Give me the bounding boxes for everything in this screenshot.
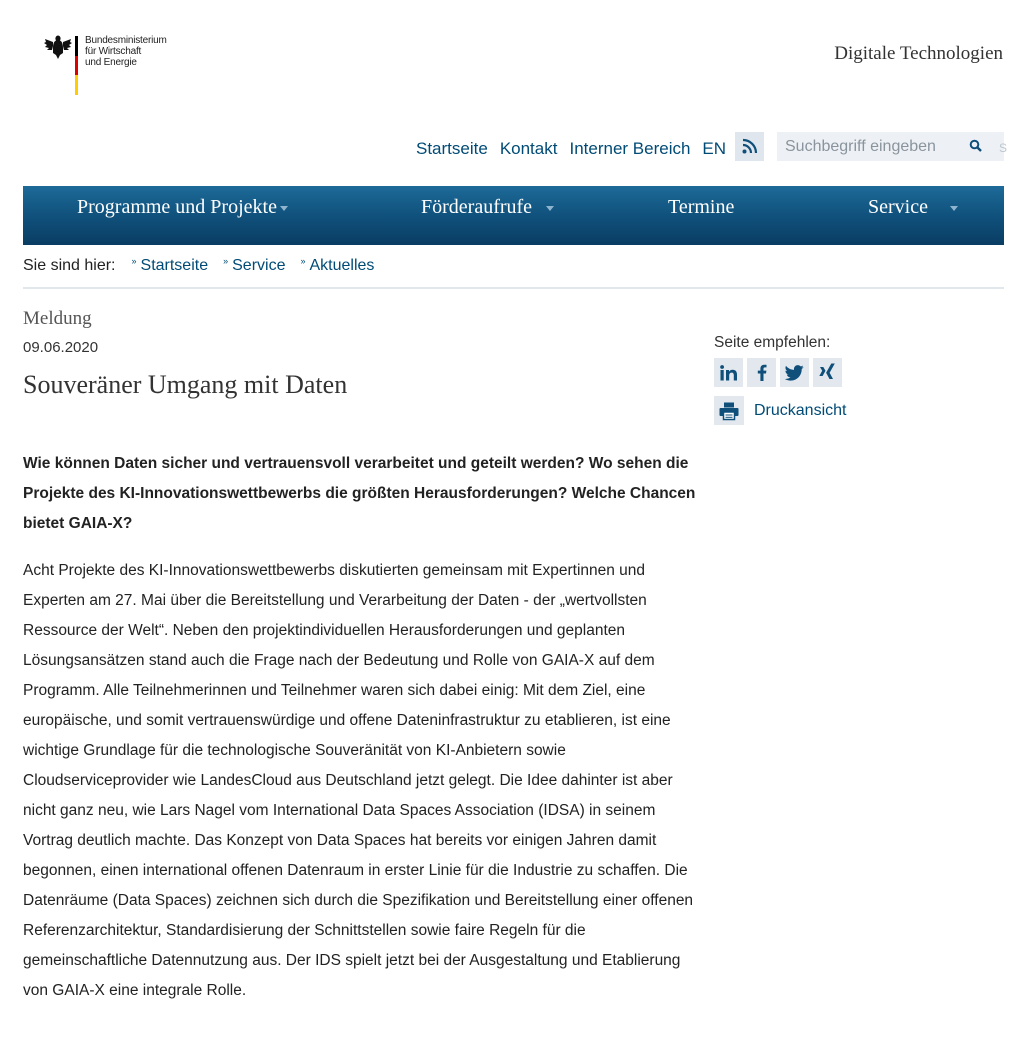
nav-label: Förderaufrufe — [421, 196, 533, 218]
nav-label: Service — [868, 196, 928, 218]
chevron-down-icon — [546, 206, 554, 211]
breadcrumb — [23, 257, 389, 275]
divider — [23, 287, 1004, 289]
print-label[interactable]: Druckansicht — [754, 401, 847, 419]
logo-line-1: Bundesministerium — [85, 35, 167, 46]
chevron-right-icon: » — [223, 256, 229, 266]
chevron-down-icon — [950, 206, 958, 211]
breadcrumb-link[interactable]: Startseite — [140, 257, 209, 274]
breadcrumb-label: Sie sind hier: — [23, 257, 116, 274]
rss-button[interactable] — [735, 132, 764, 161]
nav-item-termine[interactable] — [668, 196, 734, 219]
facebook-icon — [757, 364, 767, 381]
share-label: Seite empfehlen: — [714, 334, 831, 351]
nav-item-service[interactable] — [868, 196, 958, 219]
article-type: Meldung — [23, 308, 92, 329]
chevron-down-icon — [280, 206, 288, 211]
logo-text — [85, 35, 167, 68]
breadcrumb-link[interactable]: Aktuelles — [309, 257, 375, 274]
linkedin-icon — [720, 365, 738, 381]
nav-label: Termine — [668, 196, 735, 218]
article-date: 09.06.2020 — [23, 339, 99, 356]
flag-stripe — [75, 36, 78, 95]
xing-icon — [819, 363, 836, 382]
nav-item-programme[interactable] — [77, 196, 288, 219]
ministry-logo[interactable] — [44, 34, 184, 98]
print-view-link[interactable] — [714, 396, 846, 425]
meta-link-interner-bereich[interactable]: Interner Bereich — [569, 139, 691, 158]
search-icon — [969, 139, 983, 153]
share-twitter-button[interactable] — [780, 358, 809, 387]
site-title[interactable]: Digitale Technologien — [834, 43, 1003, 64]
share-xing-button[interactable] — [813, 358, 842, 387]
federal-eagle-icon — [44, 34, 72, 60]
nav-label: Programme und Projekte — [77, 196, 277, 218]
chevron-right-icon: » — [131, 256, 137, 266]
article-lead: Wie können Daten sicher und vertrauensvoll verarbeitet und geteilt werden? Wo sehen die Projekte des KI-Innovationswettbewerbs die größten Herausforderungen? Welche Chancen bietet GAIA-X? — [23, 455, 696, 532]
meta-nav — [416, 139, 738, 159]
nav-item-foerderaufrufe[interactable] — [421, 196, 554, 219]
article-body: Acht Projekte des KI-Innovationswettbewerbs diskutierten gemeinsam mit Expertinnen und Experten am 27. Mai über die Bereitstellung und Verarbeitung der Daten - der „wertvollsten Ressource der Welt“. Neben den projektindividuellen Herausforderungen und geplanten Lösungsansätzen stand auch die Frage nach der Bedeutung und Rolle von GAIA-X auf dem Programm. Alle Teilnehmerinnen und Teilnehmer waren sich dabei einig: Mit dem Ziel, eine europäische, und somit vertrauenswürdige und offene Dateninfrastruktur zu etablieren, ist eine wichtige Grundlage für die technologische Souveränität von KI-Anbietern sowie Cloudserviceprovider wie LandesCloud aus Deutschland jetzt gelegt. Die Idee dahinter ist aber nicht ganz neu, wie Lars Nagel vom International Data Spaces Association (IDSA) in seinem Vortrag deutlich machte. Das Konzept von Data Spaces hat bereits vor einigen Jahren damit begonnen, einen international offenen Datenraum in erster Linie für die Industrie zu schaffen. Die Datenräume (Data Spaces) zeichnen sich durch die Spezifikation und Bereitstellung einer offenen Referenzarchitektur, Standardisierung der Schnittstellen sowie faire Regeln für die gemeinschaftliche Datennutzung aus. Der IDS spielt jetzt bei der Ausgestaltung und Etablierung von GAIA-X eine integrale Rolle. — [23, 562, 694, 999]
meta-link-startseite[interactable]: Startseite — [416, 139, 488, 158]
logo-line-3: und Energie — [85, 57, 137, 68]
page-title: Souveräner Umgang mit Daten — [23, 370, 348, 399]
search-overflow-glyph: S — [999, 141, 1008, 155]
twitter-icon — [785, 365, 804, 381]
logo-line-2: für Wirtschaft — [85, 46, 142, 57]
meta-link-language-en[interactable]: EN — [702, 139, 727, 158]
rss-icon — [742, 139, 757, 154]
breadcrumb-item-aktuelles — [300, 257, 374, 275]
search-box — [777, 132, 1008, 161]
printer-icon — [719, 402, 739, 420]
share-buttons — [714, 358, 846, 387]
print-button[interactable] — [714, 396, 744, 425]
share-linkedin-button[interactable] — [714, 358, 743, 387]
breadcrumb-link[interactable]: Service — [232, 257, 286, 274]
main-nav — [23, 186, 1004, 245]
breadcrumb-item-service — [223, 257, 285, 275]
search-button[interactable] — [969, 139, 985, 155]
meta-link-kontakt[interactable]: Kontakt — [499, 139, 558, 158]
breadcrumb-item-startseite — [132, 257, 209, 275]
search-input[interactable] — [777, 132, 957, 161]
share-facebook-button[interactable] — [747, 358, 776, 387]
chevron-right-icon: » — [300, 256, 306, 266]
